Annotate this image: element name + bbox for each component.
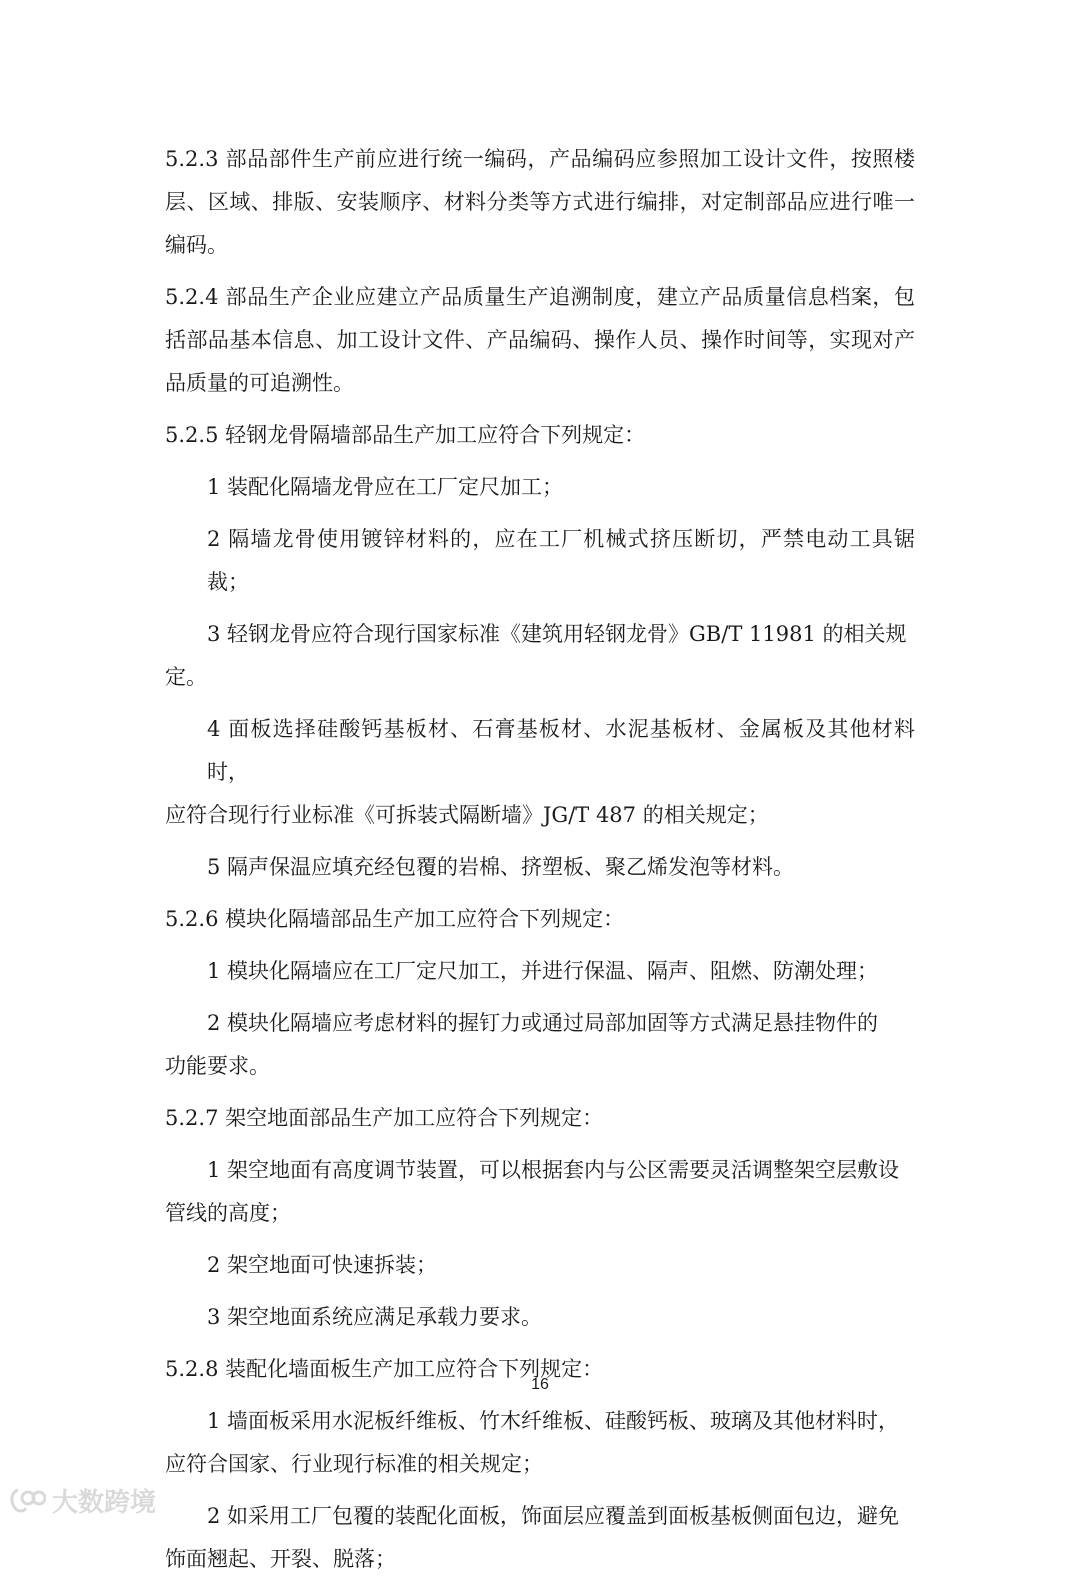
watermark-text: 大数跨境 <box>52 1488 157 1518</box>
list-item <box>165 1400 915 1486</box>
paragraph-text: 4 面板选择硅酸钙基板材、石膏基板材、水泥基板材、金属板及其他材料时， <box>207 717 915 784</box>
paragraph-text: 1 模块化隔墙应在工厂定尺加工，并进行保温、隔声、阻燃、防潮处理； <box>207 959 879 983</box>
paragraph-text: 5.2.8 装配化墙面板生产加工应符合下列规定： <box>165 1357 604 1381</box>
paragraph-continuation: 应符合现行行业标准《可拆装式隔断墙》JG/T 487 的相关规定； <box>165 803 769 827</box>
clause-paragraph <box>165 898 915 941</box>
watermark <box>8 1482 156 1519</box>
list-item <box>165 1495 915 1581</box>
list-item <box>165 1296 915 1339</box>
clause-paragraph <box>165 414 915 457</box>
list-item <box>165 708 915 837</box>
clause-paragraph <box>165 276 915 405</box>
paragraph-text: 1 墙面板采用水泥板纤维板、竹木纤维板、硅酸钙板、玻璃及其他材料时， <box>207 1409 900 1433</box>
list-item <box>165 950 915 993</box>
list-item <box>165 846 915 889</box>
paragraph-text: 5 隔声保温应填充经包覆的岩棉、挤塑板、聚乙烯发泡等材料。 <box>207 855 795 879</box>
paragraph-text: 5.2.5 轻钢龙骨隔墙部品生产加工应符合下列规定： <box>165 423 646 447</box>
paragraph-text: 5.2.3 部品部件生产前应进行统一编码，产品编码应参照加工设计文件，按照楼层、区域、排版、安装顺序、材料分类等方式进行编排，对定制部品应进行唯一编码。 <box>165 147 915 257</box>
clause-paragraph <box>165 138 915 267</box>
paragraph-continuation: 管线的高度； <box>165 1201 291 1225</box>
paragraph-text: 5.2.7 架空地面部品生产加工应符合下列规定： <box>165 1106 604 1130</box>
paragraph-text: 5.2.4 部品生产企业应建立产品质量生产追溯制度，建立产品质量信息档案，包括部品基本信息、加工设计文件、产品编码、操作人员、操作时间等，实现对产品质量的可追溯性。 <box>165 285 915 395</box>
paragraph-text: 3 轻钢龙骨应符合现行国家标准《建筑用轻钢龙骨》GB/T 11981 的相关规 <box>207 622 907 646</box>
paragraph-continuation: 应符合国家、行业现行标准的相关规定； <box>165 1452 543 1476</box>
paragraph-text: 1 装配化隔墙龙骨应在工厂定尺加工； <box>207 475 564 499</box>
paragraph-text: 3 架空地面系统应满足承载力要求。 <box>207 1305 543 1329</box>
document-body <box>165 138 915 1590</box>
clause-paragraph <box>165 1097 915 1140</box>
paragraph-text: 2 如采用工厂包覆的装配化面板，饰面层应覆盖到面板基板侧面包边，避免 <box>207 1504 900 1528</box>
daxshu-logo-icon <box>8 1486 46 1516</box>
page-number: 16 <box>531 1376 549 1393</box>
paragraph-text: 5.2.6 模块化隔墙部品生产加工应符合下列规定： <box>165 907 625 931</box>
paragraph-text: 2 隔墙龙骨使用镀锌材料的，应在工厂机械式挤压断切，严禁电动工具锯裁； <box>207 527 915 594</box>
paragraph-continuation: 饰面翘起、开裂、脱落； <box>165 1547 396 1571</box>
paragraph-text: 2 架空地面可快速拆装； <box>207 1253 438 1277</box>
paragraph-continuation: 功能要求。 <box>165 1054 270 1078</box>
paragraph-text: 2 模块化隔墙应考虑材料的握钉力或通过局部加固等方式满足悬挂物件的 <box>207 1011 879 1035</box>
list-item <box>165 518 915 604</box>
list-item <box>165 1002 915 1088</box>
list-item <box>165 466 915 509</box>
list-item <box>165 1149 915 1235</box>
paragraph-text: 1 架空地面有高度调节装置，可以根据套内与公区需要灵活调整架空层敷设 <box>207 1158 900 1182</box>
list-item <box>165 1244 915 1287</box>
paragraph-continuation: 定。 <box>165 665 207 689</box>
list-item <box>165 613 915 699</box>
